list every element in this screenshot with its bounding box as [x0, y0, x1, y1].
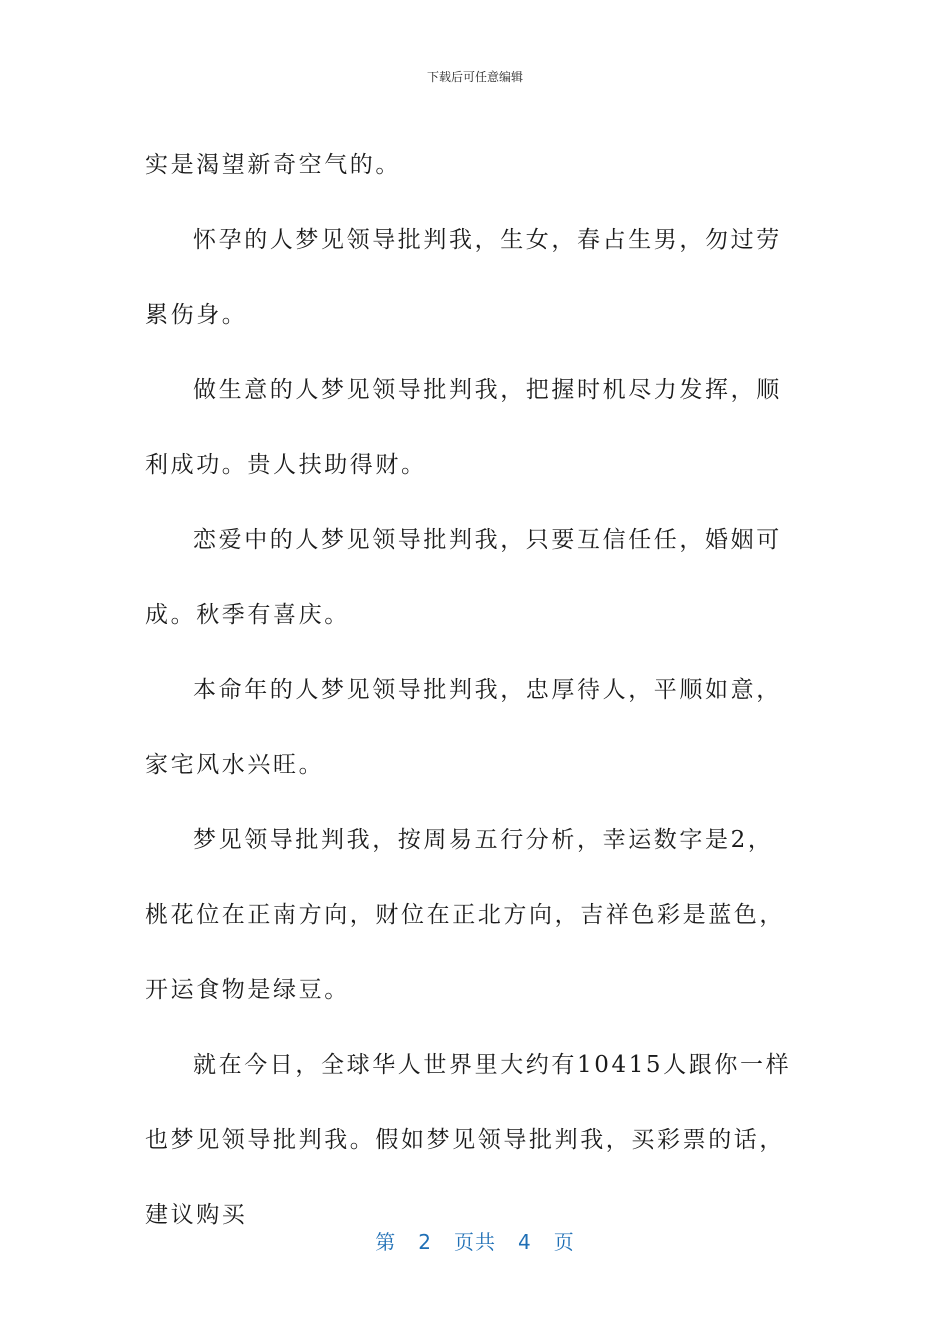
header-note: 下载后可任意编辑 — [426, 70, 523, 84]
footer-total-pages: 4 — [518, 1230, 532, 1254]
paragraph-4: 恋爱中的人梦见领导批判我，只要互信任任，婚姻可成。秋季有喜庆。 — [145, 527, 782, 628]
paragraph-3: 做生意的人梦见领导批判我，把握时机尽力发挥，顺利成功。贵人扶助得财。 — [145, 377, 782, 478]
page-footer — [0, 1226, 950, 1255]
footer-suffix: 页 — [553, 1230, 575, 1254]
paragraph-6: 梦见领导批判我，按周易五行分析，幸运数字是2，桃花位在正南方向，财位在正北方向，吉祥色彩是蓝色，开运食物是绿豆。 — [145, 827, 785, 1003]
footer-current-page: 2 — [418, 1230, 432, 1254]
body-text — [145, 128, 795, 1253]
paragraph-5: 本命年的人梦见领导批判我，忠厚待人，平顺如意，家宅风水兴旺。 — [145, 677, 782, 778]
paragraph-1: 实是渴望新奇空气的。 — [145, 152, 401, 178]
paragraph-2: 怀孕的人梦见领导批判我，生女，春占生男，勿过劳累伤身。 — [145, 227, 782, 328]
footer-prefix: 第 — [375, 1230, 397, 1254]
footer-mid: 页共 — [454, 1230, 496, 1254]
paragraph-7: 就在今日，全球华人世界里大约有10415人跟你一样也梦见领导批判我。假如梦见领导批判我，买彩票的话，建议购买 — [145, 1052, 792, 1228]
